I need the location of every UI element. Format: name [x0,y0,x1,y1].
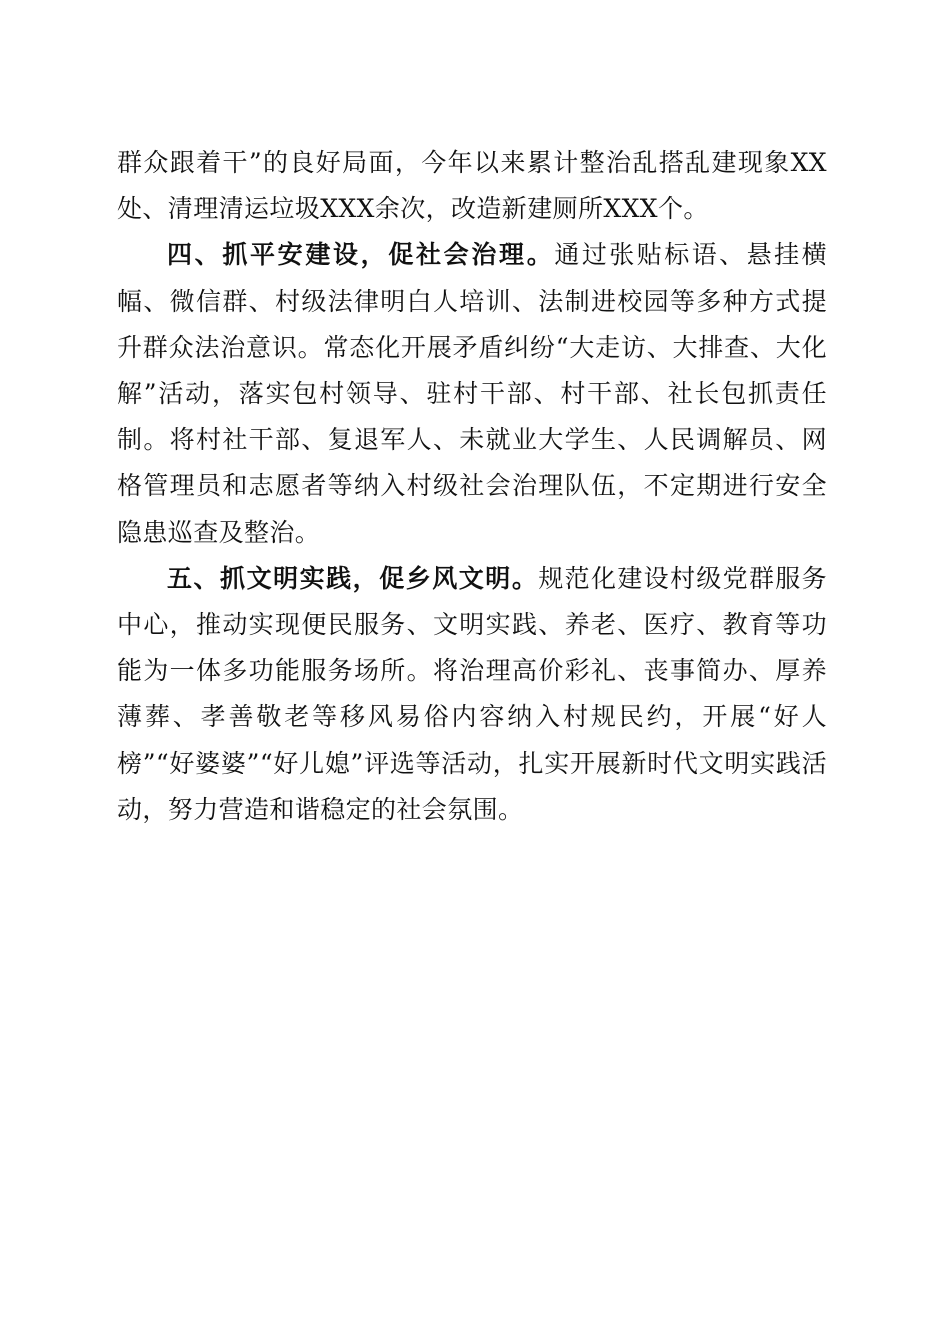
section-heading-5: 五、抓文明实践，促乡风文明。 [167,563,539,593]
document-body [117,140,827,833]
paragraph-continuation [117,140,827,232]
paragraph-safety-construction [117,232,827,555]
paragraph-2-body: 通过张贴标语、悬挂横幅、微信群、村级法律明白人培训、法制进校园等多种方式提升群众法治意识。常态化开展矛盾纠纷“大走访、大排查、大化解”活动，落实包村领导、驻村干部、村干部、社长包抓责任制。将村社干部、复退军人、未就业大学生、人民调解员、网格管理员和志愿者等纳入村级社会治理队伍，不定期进行安全隐患巡查及整治。 [117,240,827,547]
paragraph-1-body: 群众跟着干”的良好局面，今年以来累计整治乱搭乱建现象XX处、清理清运垃圾XXX余次，改造新建厕所XXX个。 [117,148,827,224]
section-heading-4: 四、抓平安建设，促社会治理。 [167,240,555,270]
paragraph-civilization-practice [117,556,827,833]
paragraph-3-body: 规范化建设村级党群服务中心，推动实现便民服务、文明实践、养老、医疗、教育等功能为一体多功能服务场所。将治理高价彩礼、丧事简办、厚养薄葬、孝善敬老等移风易俗内容纳入村规民约，开展“好人榜”“好婆婆”“好儿媳”评选等活动，扎实开展新时代文明实践活动，努力营造和谐稳定的社会氛围。 [117,563,827,824]
